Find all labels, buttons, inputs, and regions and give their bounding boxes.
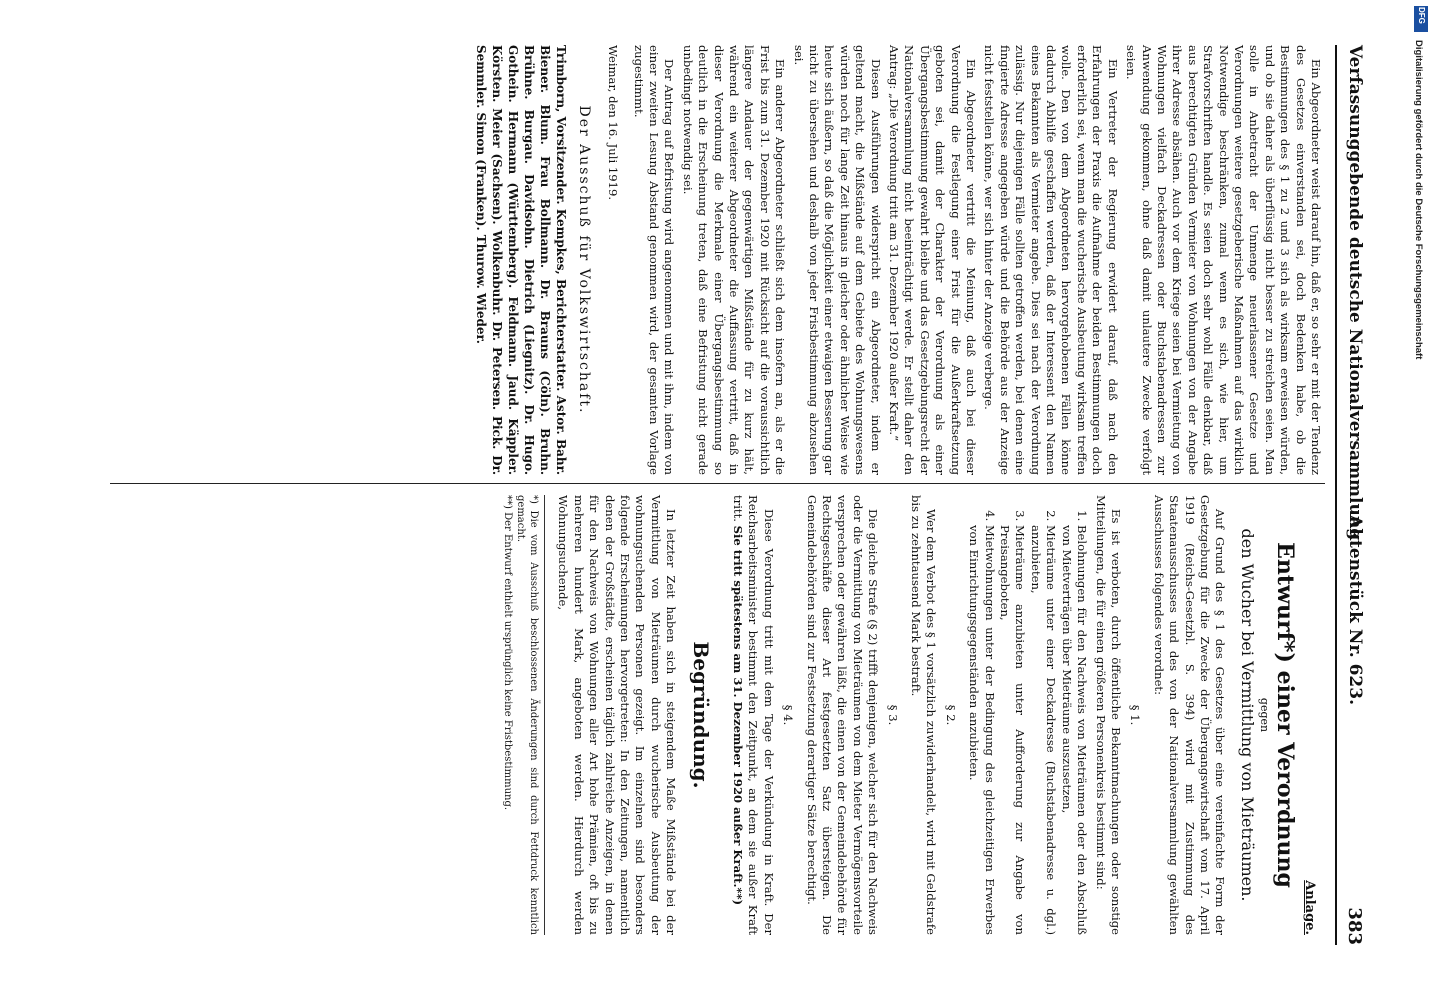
list-item: 2. Mieträume unter einer Deckadresse (Buchstabenadresse u. dgl.) anzubieten, bbox=[1028, 525, 1059, 935]
paragraph: Ein anderer Abgeordneter schließt sich dem insofern an, als er die Frist bis zum 31. Dezember 1920 mit Rücksicht auf die voraussichtlich längere Andauer der gegenwärtigen Mißstände für zu kurz hält, während ein weiterer Abgeordneter die Auffassung vertritt, daß in dieser Verordnung die Merkmale einer Übergangsbestimmung so deutlich in die Erscheinung treten, daß eine Befristung nicht gerade unbedingt notwendig sei. bbox=[680, 45, 788, 475]
digitization-credit-text: Digitalisierung gefördert durch die Deutsche Forschungsgemeinschaft bbox=[1413, 40, 1424, 360]
section-1-text: Es ist verboten, durch öffentliche Bekanntmachungen oder sonstige Mitteilungen, die für einen größeren Personenkreis bestimmt sind: bbox=[1093, 495, 1123, 935]
running-header bbox=[1335, 45, 1367, 945]
paragraph: Diesen Ausführungen widerspricht ein Abgeordneter, indem er geltend macht, die Mißstände auf dem Gebiete des Wohnungswesens würden noch für lange Zeit hinaus in gleicher oder ähnlicher Weise wie heute sich äußern, so daß die Möglichkeit einer etwaigen Besserung gar nicht zu übersehen und deshalb von jeder Fristbestimmung abzusehen sei. bbox=[791, 45, 883, 475]
section-3-heading: § 3. bbox=[885, 704, 900, 726]
section-2-text: Wer dem Verbot des § 1 vorsätzlich zuwiderhandelt, wird mit Geldstrafe bis zu zehntausend Mark bestraft. bbox=[909, 495, 939, 935]
begruendung-heading: Begründung. bbox=[688, 641, 713, 789]
section-4-text bbox=[730, 495, 776, 935]
section-1-heading: § 1. bbox=[1128, 704, 1143, 726]
dfg-logo bbox=[1414, 6, 1428, 32]
anlage-label: Anlage. bbox=[1302, 880, 1317, 935]
section-2-heading: § 2. bbox=[943, 704, 958, 726]
place-date: Weimar, den 16. Juli 1919. bbox=[606, 45, 621, 201]
section-3-text: Die gleiche Strafe (§ 2) trifft denjenigen, welcher sich für den Nachweis oder die Vermittlung von Mieträumen von dem Mieter Vermögensvorteile versprechen oder gewähren läßt, die einen von der Gemeindebehörde für Rechtsgeschäfte dieser Art festgesetzten Satz übersteigen. Die Gemeindebehörden sind zur Festsetzung derartiger Sätze berechtigt. bbox=[804, 495, 881, 935]
paragraph: Ein Abgeordneter weist darauf hin, daß er, so sehr er mit der Tendenz des Gesetzes einverstanden sei, doch Bedenken habe, ob die Bestimmungen des § 1 zu 2 und 3 sich als wirksam erweisen würden, und ob sie daher als überflüssig nicht besser zu streichen seien. Man solle in Anbetracht der Unmenge neuerlassener Gesetze und Verordnungen weitere gesetzgeberische Maßnahmen auf das wirklich Notwendige beschränken, zumal wenn es sich, wie hier, um Strafvorschriften handle. Es seien doch sehr wohl Fälle denkbar, daß aus berechtigten Gründen Vermieter von Wohnungen von der Angabe ihrer Adresse absähen. Auch vor dem Kriege seien bei Vermietung von Wohnungen vielfach Deckadressen oder Buchstabenadressen zur Anwendung gekommen, ohne daß damit unlautere Zwecke verfolgt seien. bbox=[1124, 45, 1323, 475]
dfg-logo-text: DFG bbox=[1417, 7, 1426, 24]
column-divider bbox=[110, 483, 1325, 484]
page-number: 383 bbox=[1344, 907, 1365, 945]
section-1-list bbox=[966, 495, 1089, 935]
list-item: 3. Mieträume anzubieten unter Aufforderung zur Angabe von Preisangeboten, bbox=[997, 525, 1028, 935]
section-4-heading: § 4. bbox=[781, 704, 796, 726]
left-column bbox=[473, 45, 1323, 475]
preamble: Auf Grund des § 1 des Gesetzes über eine vereinfachte Form der Gesetzgebung für die Zwecke der Übergangswirtschaft vom 17. April 1919 (Reichs-Gesetzbl. S. 394) wird mit Zustimmung des Staatenausschusses und des von der Nationalversammlung gewählten Ausschusses folgendes verordnet: bbox=[1151, 495, 1228, 935]
committee-members: Trimborn, Vorsitzender. Kempkes, Berichterstatter. Astor. Bahr. Biener. Blum. Frau Bollmann. Dr. Brauns (Cöln). Bruhn. Brühne. Burgau. Davidsohn. Dietrich (Liegnitz). Dr. Hugo. Gothein. Hermann (Württemberg). Feldmann. Jaud. Käppler. Körsten. Meier (Sachsen). Wolkenbuhr. Dr. Petersen. Pick. Dr. Semmler. Simon (Franken). Thurow. Wieder. bbox=[474, 45, 569, 475]
paragraph: Der Antrag auf Befristung wird angenommen und mit ihm, indem von einer zweiten Lesung Abstand genommen wird, der gesamten Vorlage zugestimmt. bbox=[631, 45, 677, 475]
paragraph: Ein Abgeordneter vertritt die Meinung, daß auch bei dieser Verordnung die Festlegung einer Frist für die Außerkraftsetzung geboten sei, damit der Charakter der Verordnung als einer Übergangsbestimmung gewahrt bleibe und das Gesetzgebungsrecht der Nationalversammlung nicht beeinträchtigt werde. Er stellt daher den Antrag: „Die Verordnung tritt am 31. Dezember 1920 außer Kraft.“ bbox=[887, 45, 979, 475]
right-column bbox=[501, 495, 1323, 935]
digitization-credit bbox=[1412, 40, 1426, 630]
header-document-number: Aktenstück Nr. 623. bbox=[1345, 515, 1365, 706]
committee-title: Der Ausschuß für Volkswirtschaft. bbox=[575, 105, 592, 415]
header-left: Verfassunggebende deutsche Nationalversammlung. bbox=[1345, 45, 1365, 547]
footnotes bbox=[501, 495, 545, 935]
footnote: **) Der Entwurf enthielt ursprünglich keine Fristbestimmung. bbox=[501, 495, 513, 811]
list-item: 4. Mietwohnungen unter der Bedingung des gleichzeitigen Erwerbes von Einrichtungsgegenständen anzubieten. bbox=[966, 525, 997, 935]
paragraph: Ein Vertreter der Regierung erwidert darauf, daß nach den Erfahrungen der Praxis die Aufnahme der beiden Bestimmungen doch erforderlich sei, wenn man die wucherische Ausbeutung wirksam treffen wolle. Den von dem Abgeordneten hervorgehobenen Fällen könne dadurch Abhilfe geschaffen werden, daß der Interessent den Namen eines Bekannten als Vermieter angebe. Dies sei nach der Verordnung zulässig. Nur diejenigen Fälle sollten getroffen werden, bei denen eine fingierte Adresse angegeben würde und die Behörde aus der Anzeige nicht feststellen könne, wer sich hinter der Anzeige verberge. bbox=[982, 45, 1120, 475]
footnote: *) Die vom Ausschuß beschlossenen Änderungen sind durch Fettdruck kenntlich gemacht. bbox=[514, 495, 539, 935]
rotated-document bbox=[95, 25, 1375, 965]
list-item: 1. Belohnungen für den Nachweis von Mieträumen oder den Abschluß von Mietverträgen über Mieträume auszusetzen, bbox=[1058, 525, 1089, 935]
section-4-text-a: Diese Verordnung tritt mit dem Tage der Verkündung in Kraft. Der Reichsarbeitsminister bestimmt den Zeitpunkt, an dem sie außer Kraft tritt. bbox=[731, 495, 776, 935]
gegen-label: gegen bbox=[1258, 697, 1272, 733]
draft-title: Entwurf*) einer Verordnung bbox=[1271, 542, 1298, 888]
begruendung-text: In letzter Zeit haben sich in steigendem Maße Mißstände bei der Vermittlung von Mieträumen durch wucherische Ausbeutung der wohnungsuchenden Personen gezeigt. Im einzelnen sind besonders folgende Erscheinungen hervorgetreten: In den Zeitungen, namentlich denen der Großstädte, erscheinen täglich zahlreiche Anzeigen, in denen für den Nachweis von Wohnungen aller Art hohe Prämien, oft bis zu mehreren hundert Mark, angeboten werden. Hierdurch werden Wohnungsuchende, bbox=[556, 495, 679, 935]
draft-subtitle: den Wucher bei Vermittlung von Mieträumen. bbox=[1237, 528, 1257, 902]
section-4-text-b: Sie tritt spätestens am 31. Dezember 1920 außer Kraft.**) bbox=[731, 525, 745, 906]
